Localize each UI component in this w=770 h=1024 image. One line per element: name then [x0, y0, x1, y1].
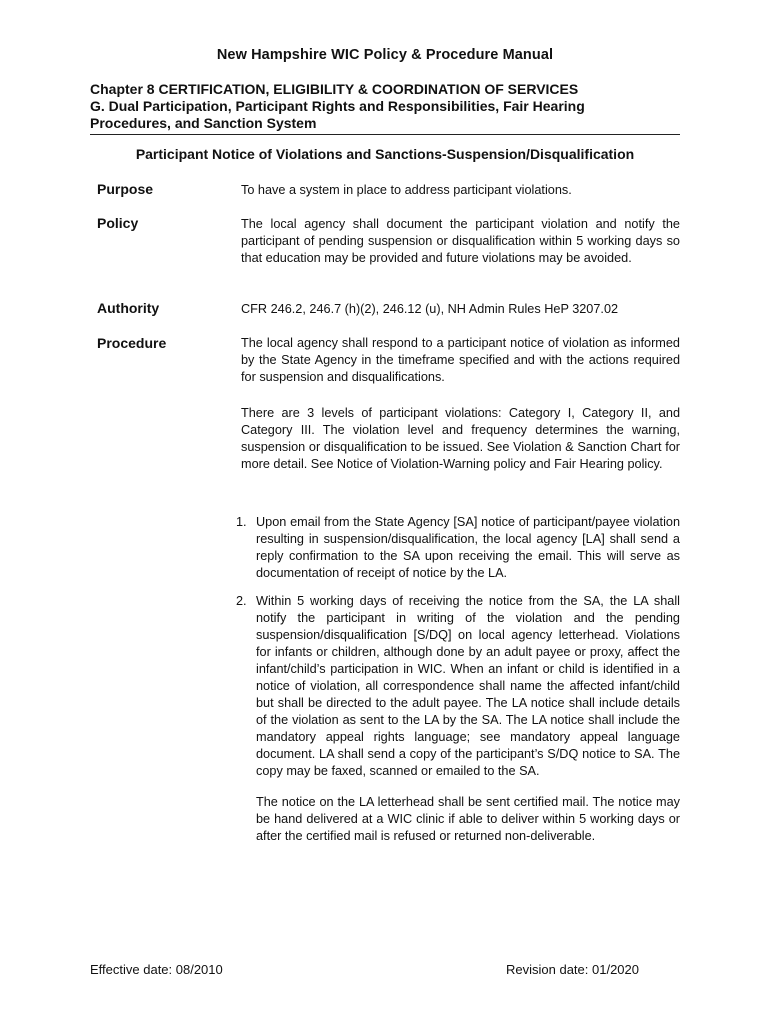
section-title-line2: Procedures, and Sanction System	[90, 115, 317, 131]
purpose-text: To have a system in place to address participant violations.	[241, 183, 572, 197]
procedure-intro: The local agency shall respond to a participant notice of violation as informed by the State Agency in the timeframe specified and with the actions required for suspension and disqualifications.	[241, 336, 680, 384]
manual-title: New Hampshire WIC Policy & Procedure Manual	[216, 47, 554, 63]
revision-date: Revision date: 01/2020	[506, 962, 639, 977]
step-continuation: The notice on the LA letterhead shall be sent certified mail. The notice may be hand delivered at a WIC clinic if able to deliver within 5 working days or after the certified mail is refused or returned non-deliverable.	[256, 795, 680, 843]
step-number: 1.	[236, 515, 247, 529]
policy-text: The local agency shall document the participant violation and notify the participant of pending suspension or disqualification within 5 working days so that education may be provided and future violations may be avoided.	[241, 217, 680, 265]
chapter-heading	[90, 81, 690, 132]
step-text: Within 5 working days of receiving the notice from the SA, the LA shall notify the participant in writing of the violation and the pending suspension/disqualification [S/DQ] on local agency letterhead. Violations for infants or children, although done by an adult payee or proxy, affect the infant/child’s participation in WIC. When an infant or child is identified in a notice of violation, all correspondence shall name the affected infant/child but shall be directed to the adult payee. The LA notice shall include details of the violation as sent to the LA by the SA. The LA notice shall include the mandatory appeal rights language; see mandatory appeal language document. LA shall send a copy of the participant’s S/DQ notice to SA. The copy may be faxed, scanned or emailed to the SA.	[256, 594, 680, 778]
effective-date: Effective date: 08/2010	[90, 962, 223, 977]
procedure-label: Procedure	[97, 335, 167, 351]
heading-divider	[90, 134, 680, 135]
chapter-title: Chapter 8 CERTIFICATION, ELIGIBILITY & COORDINATION OF SERVICES	[90, 81, 579, 97]
notice-title: Participant Notice of Violations and Sanctions-Suspension/Disqualification	[135, 146, 635, 162]
authority-label: Authority	[97, 300, 160, 316]
list-item	[236, 593, 680, 845]
policy-label: Policy	[97, 215, 139, 231]
procedure-steps	[236, 514, 680, 845]
list-item	[236, 514, 680, 582]
step-text: Upon email from the State Agency [SA] notice of participant/payee violation resulting in suspension/disqualification, the local agency [LA] shall send a reply confirmation to the SA upon receiving the email. This will serve as documentation of receipt of notice by the LA.	[256, 515, 680, 580]
step-number: 2.	[236, 594, 247, 608]
procedure-levels: There are 3 levels of participant violations: Category I, Category II, and Category III. The violation level and frequency determines the warning, suspension or disqualification to be issued. See Violation & Sanction Chart for more detail. See Notice of Violation-Warning policy and Fair Hearing policy.	[241, 406, 680, 471]
section-title-line1: G. Dual Participation, Participant Rights and Responsibilities, Fair Hearing	[90, 98, 585, 114]
purpose-label: Purpose	[97, 181, 154, 197]
authority-text: CFR 246.2, 246.7 (h)(2), 246.12 (u), NH Admin Rules HeP 3207.02	[241, 302, 619, 316]
